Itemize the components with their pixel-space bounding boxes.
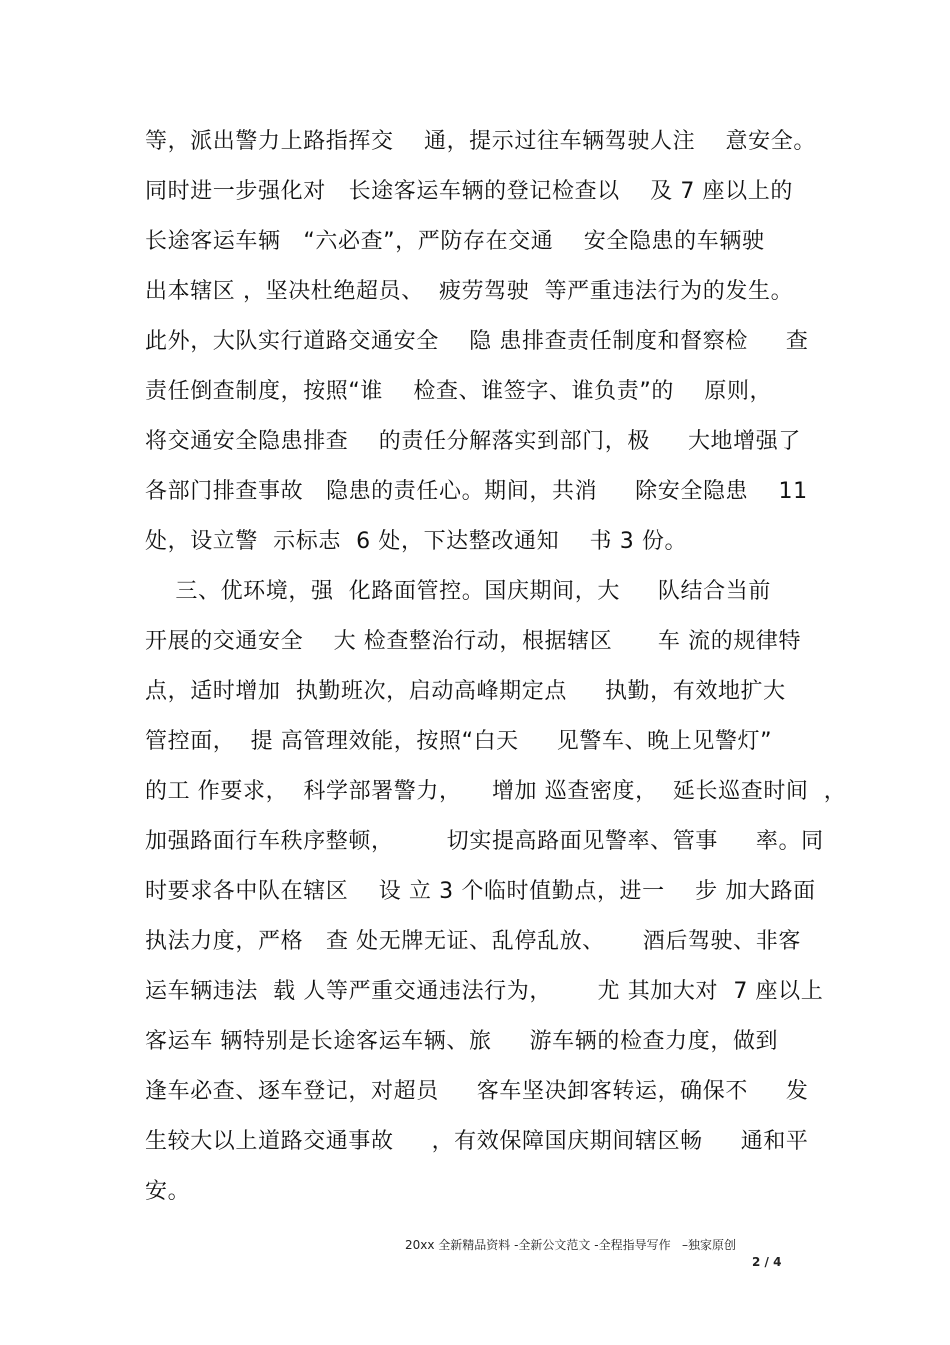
body-line: 的工 作要求， 科学部署警力， 增加 巡查密度， 延长巡查时间 ， bbox=[145, 779, 847, 804]
body-line: 此外，大队实行道路交通安全 隐 患排查责任制度和督察检 查 bbox=[145, 329, 809, 354]
body-line: 加强路面行车秩序整顿， 切实提高路面见警率、管事 率。同 bbox=[145, 829, 824, 854]
body-line: 管控面， 提 高管理效能，按照“白天 见警车、晚上见警灯” bbox=[145, 729, 773, 754]
body-line: 运车辆违法 载 人等严重交通违法行为， 尤 其加大对 7 座以上 bbox=[145, 979, 824, 1004]
body-line: 长途客运车辆 “六必查”，严防存在交通 安全隐患的车辆驶 bbox=[145, 229, 765, 254]
body-line: 点，适时增加 执勤班次，启动高峰期定点 执勤，有效地扩大 bbox=[145, 679, 786, 704]
body-line: 责任倒查制度，按照“谁 检查、谁签字、谁负责”的 原则， bbox=[145, 379, 773, 404]
body-line: 各部门排查事故 隐患的责任心。期间，共消 除安全隐患 11 bbox=[145, 479, 808, 504]
body-line: 生较大以上道路交通事故 ，有效保障国庆期间辖区畅 通和平 bbox=[145, 1129, 809, 1154]
body-line: 安。 bbox=[145, 1179, 191, 1204]
page-number: 2 / 4 bbox=[752, 1255, 782, 1269]
body-line: 客运车 辆特别是长途客运车辆、旅 游车辆的检查力度，做到 bbox=[145, 1029, 779, 1054]
body-line: 三、优环境，强 化路面管控。国庆期间，大 队结合当前 bbox=[145, 579, 771, 604]
body-line: 执法力度，严格 查 处无牌无证、乱停乱放、 酒后驾驶、非客 bbox=[145, 929, 801, 954]
body-line: 将交通安全隐患排查 的责任分解落实到部门，极 大地增强了 bbox=[145, 429, 801, 454]
body-line: 出本辖区 ，坚决杜绝超员、 疲劳驾驶 等严重违法行为的发生。 bbox=[145, 279, 794, 304]
body-line: 同时进一步强化对 长途客运车辆的登记检查以 及 7 座以上的 bbox=[145, 179, 793, 204]
footer-text: 20xx 全新精品资料 -全新公文范文 -全程指导写作 –独家原创 bbox=[405, 1238, 737, 1252]
body-line: 时要求各中队在辖区 设 立 3 个临时值勤点，进一 步 加大路面 bbox=[145, 879, 816, 904]
body-line: 处，设立警 示标志 6 处，下达整改通知 书 3 份。 bbox=[145, 529, 688, 554]
body-line: 等，派出警力上路指挥交 通，提示过往车辆驾驶人注 意安全。 bbox=[145, 129, 816, 154]
body-line: 逢车必查、逐车登记，对超员 客车坚决卸客转运，确保不 发 bbox=[145, 1079, 809, 1104]
body-line: 开展的交通安全 大 检查整治行动，根据辖区 车 流的规律特 bbox=[145, 629, 802, 654]
